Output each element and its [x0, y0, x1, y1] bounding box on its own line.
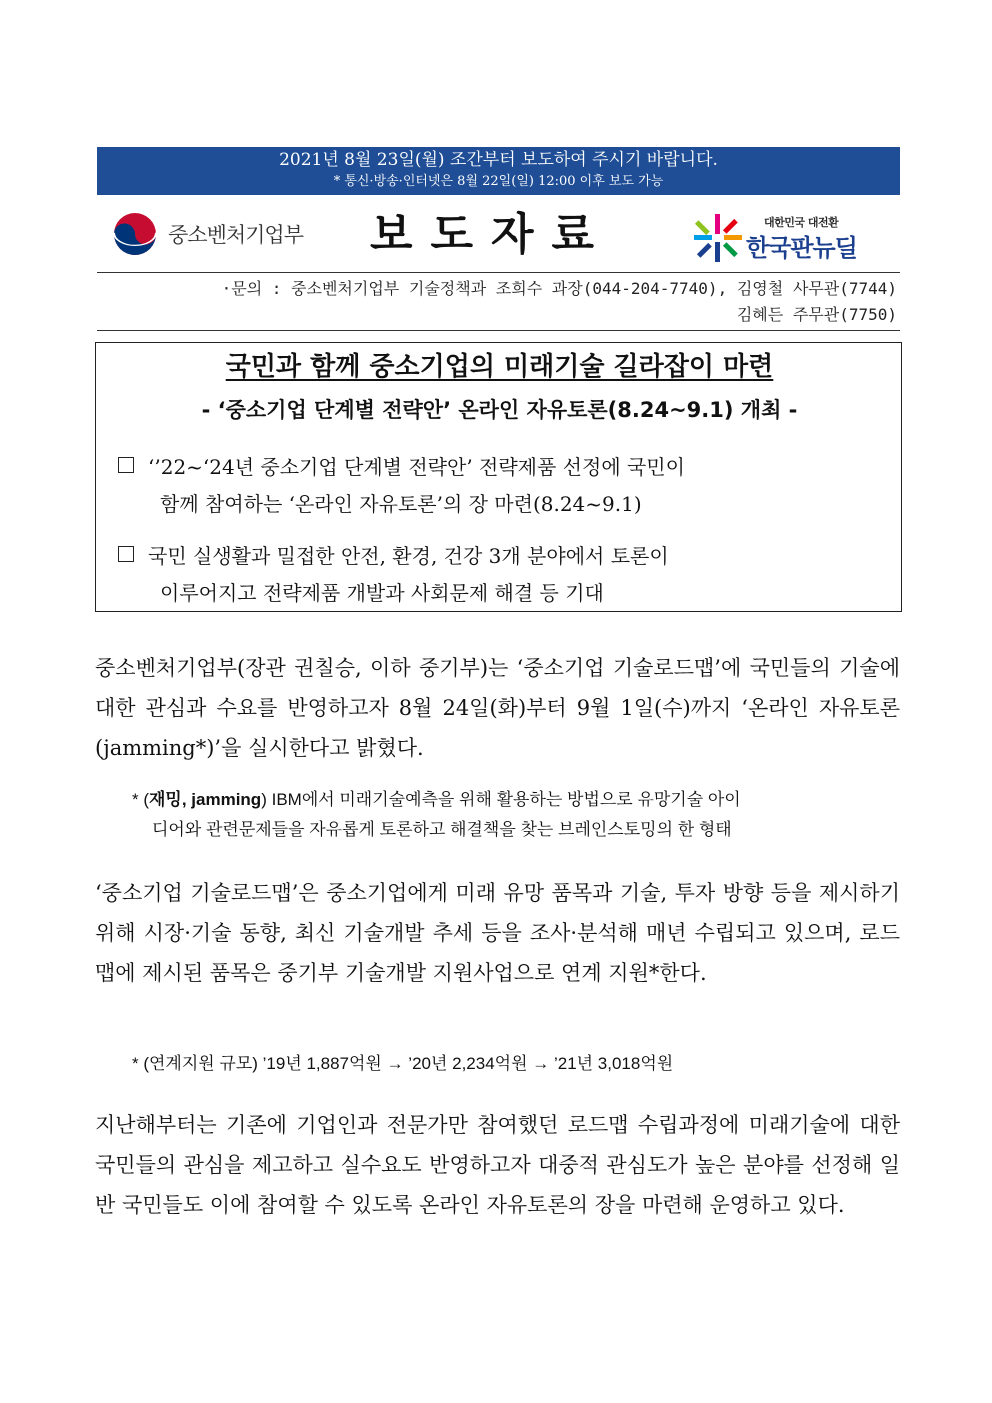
bullet-line: ‘’22~‘24년 중소기업 단계별 전략안’ 전략제품 선정에 국민이 — [148, 455, 685, 479]
summary-bullet — [118, 538, 888, 612]
checkbox-bullet-icon — [118, 457, 134, 473]
bullet-line: 함께 참여하는 ‘온라인 자유토론’의 장 마련(8.24~9.1) — [160, 492, 642, 516]
summary-bullet — [118, 449, 888, 523]
subheadline: - ‘중소기업 단계별 전략안’ 온라인 자유토론(8.24~9.1) 개최 - — [201, 398, 798, 422]
contact-line-1: ·문의 : 중소벤처기업부 기술정책과 조희수 과장(044-204-7740), 김영철 사무관(7744) — [221, 279, 897, 298]
embargo-banner — [97, 147, 900, 195]
footnote-jamming: * (재밍, jamming) IBM에서 미래기술예측을 위해 활용하는 방법으로 유망기술 아이 디어와 관련문제들을 자유롭게 토론하고 해결책을 찾는 브레인스토밍의 한 형태 — [132, 785, 902, 845]
body-paragraph-3: 지난해부터는 기존에 기업인과 전문가만 참여했던 로드맵 수립과정에 미래기술에 대한 국민들의 관심을 제고하고 실수요도 반영하고자 대중적 관심도가 높은 분야를 선정해 일반 국민들도 이에 참여할 수 있도록 온라인 자유토론의 장을 마련해 운영하고 있다. — [95, 1113, 900, 1217]
headline-text: 국민과 함께 중소기업의 미래기술 길라잡이 마련 — [225, 352, 774, 382]
checkbox-bullet-icon — [118, 546, 134, 562]
logo-title: 한국판뉴딜 — [746, 234, 857, 262]
summary-box — [95, 342, 902, 612]
bullet-line: 이루어지고 전략제품 개발과 사회문제 해결 등 기대 — [160, 581, 604, 605]
new-deal-star-icon — [692, 212, 744, 264]
document-title: 보도자료 — [370, 209, 613, 260]
contact-info — [97, 276, 897, 328]
ministry-logo — [112, 206, 347, 262]
contact-line-2: 김혜든 주무관(7750) — [736, 305, 897, 324]
footnote-label: 재밍, jamming — [149, 790, 262, 809]
ministry-name: 중소벤처기업부 — [168, 223, 304, 247]
footnote-support-scale: * (연계지원 규모) ’19년 1,887억원 → ’20년 2,234억원 → ’21년 3,018억원 — [132, 1054, 674, 1073]
footnote-line-2: 디어와 관련문제들을 자유롭게 토론하고 해결책을 찾는 브레인스토밍의 한 형태 — [152, 820, 732, 839]
headline — [96, 347, 903, 387]
bullet-line: 국민 실생활과 밀접한 안전, 환경, 건강 3개 분야에서 토론이 — [148, 544, 669, 568]
logo-subtitle: 대한민국 대전환 — [764, 216, 839, 229]
taegeuk-emblem-icon — [112, 211, 158, 257]
embargo-line-2: * 통신·방송·인터넷은 8월 22일(일) 12:00 이후 보도 가능 — [333, 174, 664, 189]
body-paragraph-2: ‘중소기업 기술로드맵’은 중소기업에게 미래 유망 품목과 기술, 투자 방향 등을 제시하기 위해 시장·기술 동향, 최신 기술개발 추세 등을 조사·분석해 매년 수립되고 있으며, 로드맵에 제시된 품목은 중기부 기술개발 지원사업으로 연계 지원*한다. — [95, 881, 900, 985]
divider-top — [97, 272, 900, 273]
body-paragraph-1: 중소벤처기업부(장관 권칠승, 이하 중기부)는 ‘중소기업 기술로드맵’에 국민들의 기술에 대한 관심과 수요를 반영하고자 8월 24일(화)부터 9월 1일(수)까지 ‘온라인 자유토론(jamming*)’을 실시한다고 밝혔다. — [95, 656, 900, 760]
footnote-line-1: IBM에서 미래기술예측을 위해 활용하는 방법으로 유망기술 아이 — [271, 790, 741, 809]
embargo-line-1: 2021년 8월 23일(월) 조간부터 보도하여 주시기 바랍니다. — [279, 150, 718, 170]
korean-new-deal-logo — [692, 210, 892, 266]
divider-bottom — [97, 330, 900, 331]
